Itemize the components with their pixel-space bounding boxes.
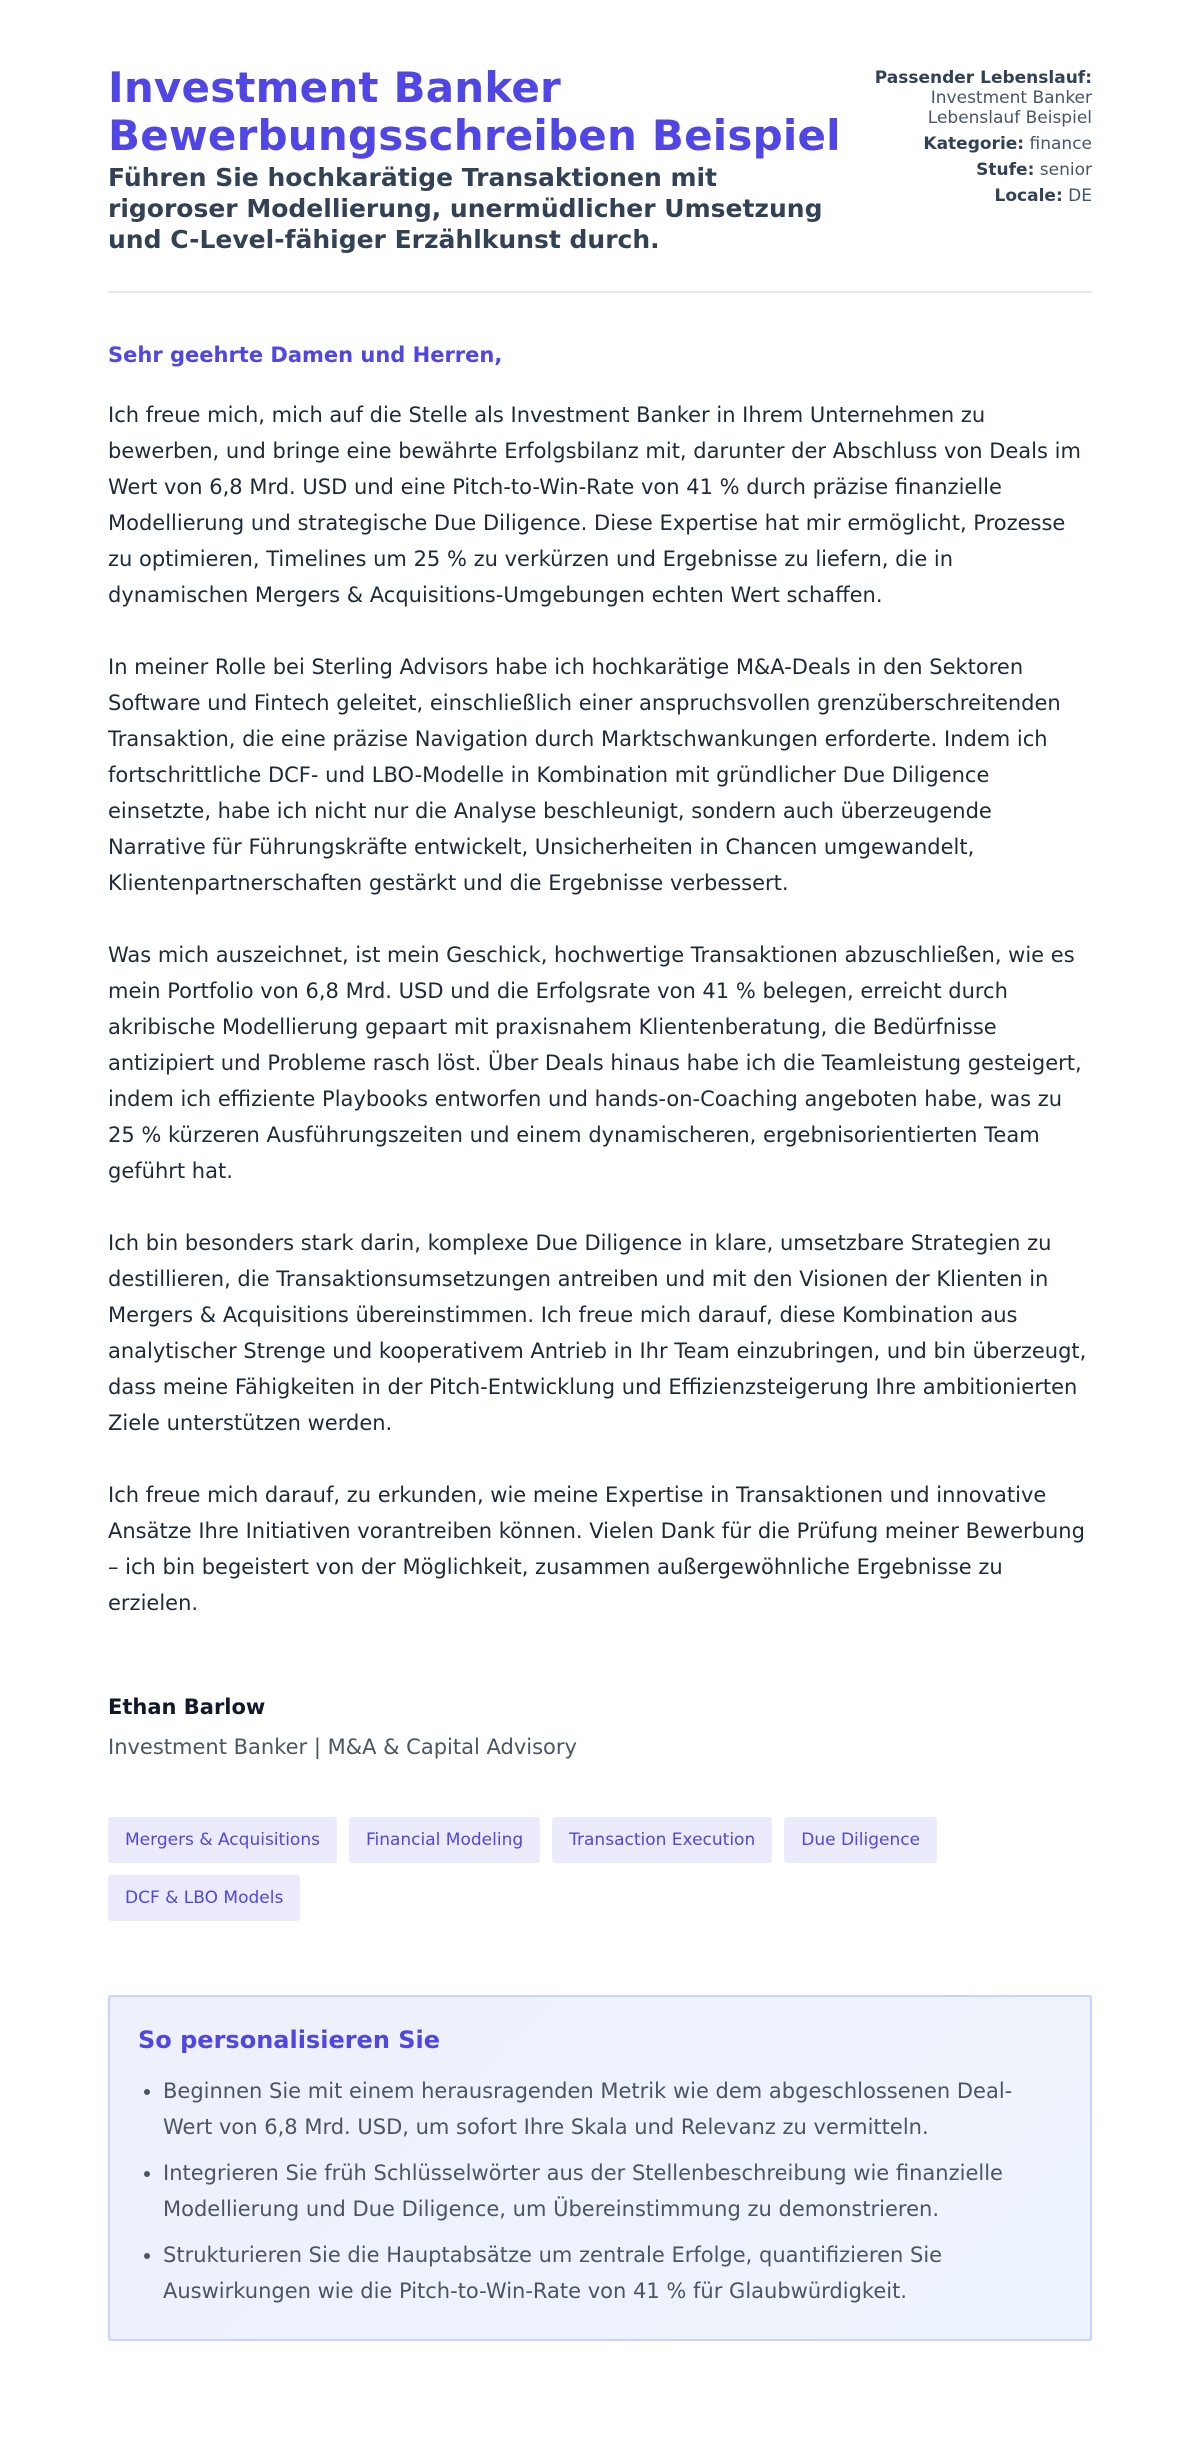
meta-resume [848, 68, 1092, 128]
page-subtitle: Führen Sie hochkarätige Transaktionen mit rigoroser Modellierung, unermüdlicher Umsetzung und C-Level-fähiger Erzählkunst durch. [108, 163, 823, 254]
page-header [108, 64, 1092, 293]
meta-resume-label: Passender Lebenslauf: [874, 68, 1092, 88]
tip-item: • Strukturieren Sie die Hauptabsätze um zentrale Erfolge, quantifizieren Sie Auswirkungen wie die Pitch-to-Win-Rate von 41 % für Glaubwürdigkeit. [163, 2237, 1060, 2309]
meta-locale-label: Locale: [994, 186, 1063, 206]
skill-tags [108, 1817, 1008, 1921]
meta-level [848, 160, 1092, 180]
letter-paragraph: In meiner Rolle bei Sterling Advisors habe ich hochkarätige M&A-Deals in den Sektoren Software und Fintech geleitet, einschließlich einer anspruchsvollen grenzüberschreitenden Transaktion, die eine präzise Navigation durch Marktschwankungen erforderte. Indem ich fortschrittliche DCF- und LBO-Modelle in Kombination mit gründlicher Due Diligence einsetzte, habe ich nicht nur die Analyse beschleunigt, sondern auch überzeugende Narrative für Führungskräfte entwickelt, Unsicherheiten in Chancen umgewandelt, Klientenpartnerschaften gestärkt und die Ergebnisse verbessert. [108, 655, 1061, 895]
letter-body [108, 341, 1092, 1621]
letter-paragraph: Ich bin besonders stark darin, komplexe Due Diligence in klare, umsetzbare Strategien zu destillieren, die Transaktionsumsetzungen antreiben und mit den Visionen der Klienten in Mergers & Acquisitions übereinstimmen. Ich freue mich darauf, diese Kombination aus analytischer Strenge und kooperativem Antrieb in Ihr Team einzubringen, und bin überzeugt, dass meine Fähigkeiten in der Pitch-Entwicklung und Effizienzsteigerung Ihre ambitionierten Ziele unterstützen werden. [108, 1231, 1087, 1435]
skill-tag: Transaction Execution [552, 1817, 772, 1863]
tips-list [138, 2073, 1060, 2309]
meta-category-value: finance [1029, 134, 1092, 154]
skill-tag: Mergers & Acquisitions [108, 1817, 337, 1863]
skill-tag: Financial Modeling [349, 1817, 540, 1863]
meta-panel [848, 64, 1092, 212]
skill-tag: Due Diligence [784, 1817, 937, 1863]
page-title: Investment Banker Bewerbungsschreiben Beispiel [108, 63, 841, 160]
meta-locale [848, 186, 1092, 206]
personalization-tips-box [108, 1995, 1092, 2341]
letter-paragraph: Ich freue mich, mich auf die Stelle als Investment Banker in Ihrem Unternehmen zu bewerben, und bringe eine bewährte Erfolgsbilanz mit, darunter der Abschluss von Deals im Wert von 6,8 Mrd. USD und eine Pitch-to-Win-Rate von 41 % durch präzise finanzielle Modellierung und strategische Due Diligence. Diese Expertise hat mir ermöglicht, Prozesse zu optimieren, Timelines um 25 % zu verkürzen und Ergebnisse zu liefern, die in dynamischen Mergers & Acquisitions-Umgebungen echten Wert schaffen. [108, 403, 1081, 607]
signature-block [108, 1693, 1092, 1761]
meta-level-label: Stufe: [976, 160, 1035, 180]
meta-level-value: senior [1039, 160, 1092, 180]
tip-item: • Integrieren Sie früh Schlüsselwörter aus der Stellenbeschreibung wie finanzielle Modellierung und Due Diligence, um Übereinstimmung zu demonstrieren. [163, 2155, 1060, 2227]
signature-title: Investment Banker | M&A & Capital Advisory [108, 1735, 577, 1759]
meta-resume-value: Investment Banker Lebenslauf Beispiel [927, 88, 1092, 128]
meta-category-label: Kategorie: [923, 134, 1025, 154]
tips-title: So personalisieren Sie [138, 2026, 441, 2054]
letter-paragraph: Ich freue mich darauf, zu erkunden, wie meine Expertise in Transaktionen und innovative Ansätze Ihre Initiativen vorantreiben können. Vielen Dank für die Prüfung meiner Bewerbung – ich bin begeistert von der Möglichkeit, zusammen außergewöhnliche Ergebnisse zu erzielen. [108, 1483, 1085, 1615]
letter-paragraph: Was mich auszeichnet, ist mein Geschick, hochwertige Transaktionen abzuschließen, wie es mein Portfolio von 6,8 Mrd. USD und die Erfolgsrate von 41 % belegen, erreicht durch akribische Modellierung gepaart mit praxisnahem Klientenberatung, die Bedürfnisse antizipiert und Probleme rasch löst. Über Deals hinaus habe ich die Teamleistung gesteigert, indem ich effiziente Playbooks entworfen und hands-on-Coaching angeboten habe, was zu 25 % kürzeren Ausführungszeiten und einem dynamischeren, ergebnisorientierten Team geführt hat. [108, 943, 1082, 1183]
meta-category [848, 134, 1092, 154]
meta-locale-value: DE [1068, 186, 1092, 206]
signature-name: Ethan Barlow [108, 1695, 266, 1719]
letter-greeting: Sehr geehrte Damen und Herren, [108, 343, 503, 367]
header-title-block [108, 64, 848, 255]
tip-item: • Beginnen Sie mit einem herausragenden Metrik wie dem abgeschlossenen Deal-Wert von 6,8 Mrd. USD, um sofort Ihre Skala und Relevanz zu vermitteln. [163, 2073, 1060, 2145]
skill-tag: DCF & LBO Models [108, 1875, 300, 1921]
